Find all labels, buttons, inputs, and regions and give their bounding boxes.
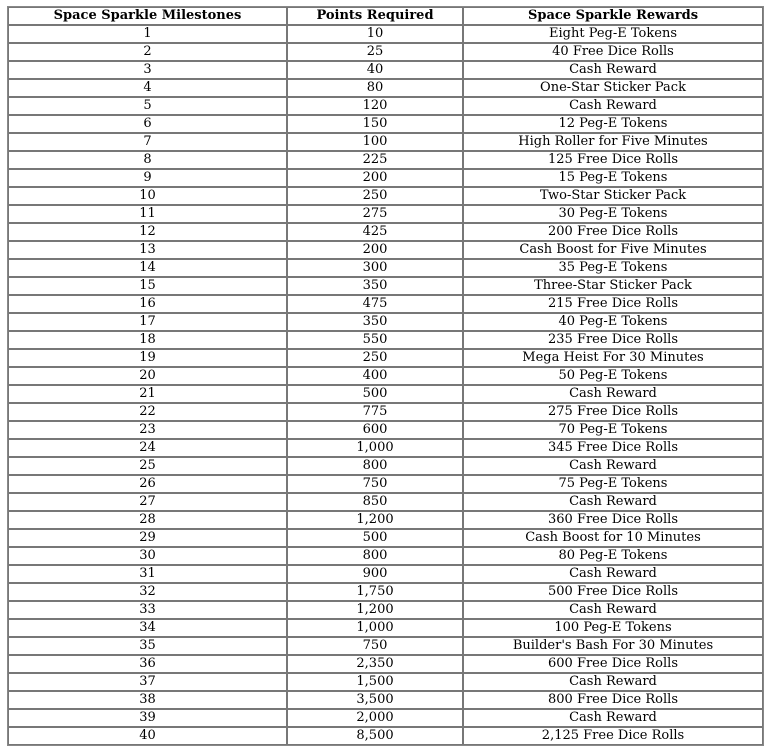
cell-points-required: 2,350 (287, 655, 463, 673)
cell-reward: 80 Peg-E Tokens (463, 547, 763, 565)
cell-milestone: 5 (8, 97, 287, 115)
table-row (8, 601, 763, 619)
cell-points-required: 550 (287, 331, 463, 349)
header-milestones: Space Sparkle Milestones (8, 7, 287, 25)
table-row (8, 349, 763, 367)
cell-milestone: 13 (8, 241, 287, 259)
cell-points-required: 350 (287, 313, 463, 331)
cell-reward: Cash Reward (463, 385, 763, 403)
cell-reward: Cash Reward (463, 97, 763, 115)
cell-points-required: 900 (287, 565, 463, 583)
cell-milestone: 4 (8, 79, 287, 97)
cell-reward: 2,125 Free Dice Rolls (463, 727, 763, 745)
cell-reward: One-Star Sticker Pack (463, 79, 763, 97)
cell-reward: Cash Reward (463, 493, 763, 511)
cell-reward: Three-Star Sticker Pack (463, 277, 763, 295)
cell-points-required: 1,500 (287, 673, 463, 691)
table-row (8, 79, 763, 97)
table-row (8, 205, 763, 223)
cell-reward: Mega Heist For 30 Minutes (463, 349, 763, 367)
table-row (8, 727, 763, 745)
cell-points-required: 750 (287, 637, 463, 655)
cell-reward: 800 Free Dice Rolls (463, 691, 763, 709)
cell-milestone: 8 (8, 151, 287, 169)
cell-milestone: 28 (8, 511, 287, 529)
table-row (8, 97, 763, 115)
cell-points-required: 2,000 (287, 709, 463, 727)
cell-reward: 600 Free Dice Rolls (463, 655, 763, 673)
table-row (8, 673, 763, 691)
cell-reward: 125 Free Dice Rolls (463, 151, 763, 169)
cell-milestone: 34 (8, 619, 287, 637)
cell-milestone: 12 (8, 223, 287, 241)
cell-milestone: 9 (8, 169, 287, 187)
table-row (8, 385, 763, 403)
cell-points-required: 100 (287, 133, 463, 151)
table-row (8, 583, 763, 601)
table-row (8, 259, 763, 277)
cell-points-required: 800 (287, 457, 463, 475)
cell-reward: Two-Star Sticker Pack (463, 187, 763, 205)
table-row (8, 115, 763, 133)
cell-milestone: 25 (8, 457, 287, 475)
cell-points-required: 10 (287, 25, 463, 43)
table-header-row (8, 7, 763, 25)
table-row (8, 151, 763, 169)
cell-milestone: 10 (8, 187, 287, 205)
cell-reward: 75 Peg-E Tokens (463, 475, 763, 493)
cell-points-required: 425 (287, 223, 463, 241)
table-row (8, 169, 763, 187)
table-row (8, 421, 763, 439)
cell-reward: 275 Free Dice Rolls (463, 403, 763, 421)
cell-reward: Cash Reward (463, 61, 763, 79)
cell-reward: 50 Peg-E Tokens (463, 367, 763, 385)
table-row (8, 133, 763, 151)
cell-points-required: 850 (287, 493, 463, 511)
table-row (8, 493, 763, 511)
table-row (8, 187, 763, 205)
cell-milestone: 32 (8, 583, 287, 601)
cell-milestone: 24 (8, 439, 287, 457)
cell-milestone: 3 (8, 61, 287, 79)
cell-points-required: 40 (287, 61, 463, 79)
table-row (8, 511, 763, 529)
cell-milestone: 11 (8, 205, 287, 223)
cell-reward: 15 Peg-E Tokens (463, 169, 763, 187)
cell-milestone: 15 (8, 277, 287, 295)
cell-points-required: 200 (287, 169, 463, 187)
table-row (8, 457, 763, 475)
cell-milestone: 1 (8, 25, 287, 43)
cell-reward: Cash Boost for Five Minutes (463, 241, 763, 259)
cell-points-required: 150 (287, 115, 463, 133)
cell-milestone: 6 (8, 115, 287, 133)
cell-points-required: 750 (287, 475, 463, 493)
cell-reward: 500 Free Dice Rolls (463, 583, 763, 601)
cell-reward: 70 Peg-E Tokens (463, 421, 763, 439)
cell-milestone: 37 (8, 673, 287, 691)
cell-reward: 200 Free Dice Rolls (463, 223, 763, 241)
cell-points-required: 300 (287, 259, 463, 277)
table-row (8, 25, 763, 43)
cell-points-required: 1,000 (287, 439, 463, 457)
cell-points-required: 120 (287, 97, 463, 115)
cell-points-required: 275 (287, 205, 463, 223)
table-row (8, 43, 763, 61)
cell-reward: 360 Free Dice Rolls (463, 511, 763, 529)
cell-points-required: 1,000 (287, 619, 463, 637)
milestones-table (7, 6, 764, 746)
cell-milestone: 14 (8, 259, 287, 277)
cell-milestone: 29 (8, 529, 287, 547)
table-row (8, 691, 763, 709)
cell-points-required: 475 (287, 295, 463, 313)
cell-milestone: 27 (8, 493, 287, 511)
cell-milestone: 2 (8, 43, 287, 61)
cell-milestone: 16 (8, 295, 287, 313)
table-body (8, 25, 763, 745)
cell-points-required: 500 (287, 529, 463, 547)
cell-points-required: 775 (287, 403, 463, 421)
cell-points-required: 225 (287, 151, 463, 169)
table-row (8, 475, 763, 493)
cell-reward: 30 Peg-E Tokens (463, 205, 763, 223)
cell-points-required: 250 (287, 349, 463, 367)
cell-milestone: 17 (8, 313, 287, 331)
table-row (8, 295, 763, 313)
table-row (8, 61, 763, 79)
table-row (8, 403, 763, 421)
cell-milestone: 40 (8, 727, 287, 745)
cell-points-required: 200 (287, 241, 463, 259)
cell-reward: 12 Peg-E Tokens (463, 115, 763, 133)
table-row (8, 331, 763, 349)
table-row (8, 637, 763, 655)
table-row (8, 367, 763, 385)
table-row (8, 619, 763, 637)
cell-reward: Builder's Bash For 30 Minutes (463, 637, 763, 655)
cell-points-required: 1,200 (287, 601, 463, 619)
table-row (8, 655, 763, 673)
cell-points-required: 8,500 (287, 727, 463, 745)
cell-points-required: 500 (287, 385, 463, 403)
cell-points-required: 350 (287, 277, 463, 295)
table-row (8, 277, 763, 295)
table-row (8, 241, 763, 259)
cell-milestone: 30 (8, 547, 287, 565)
cell-milestone: 26 (8, 475, 287, 493)
table-row (8, 439, 763, 457)
cell-points-required: 600 (287, 421, 463, 439)
cell-reward: 345 Free Dice Rolls (463, 439, 763, 457)
table-row (8, 565, 763, 583)
cell-reward: Cash Reward (463, 565, 763, 583)
cell-reward: 100 Peg-E Tokens (463, 619, 763, 637)
cell-milestone: 36 (8, 655, 287, 673)
cell-points-required: 1,200 (287, 511, 463, 529)
cell-milestone: 20 (8, 367, 287, 385)
cell-milestone: 7 (8, 133, 287, 151)
cell-points-required: 800 (287, 547, 463, 565)
cell-reward: 215 Free Dice Rolls (463, 295, 763, 313)
cell-points-required: 1,750 (287, 583, 463, 601)
cell-reward: High Roller for Five Minutes (463, 133, 763, 151)
table-row (8, 223, 763, 241)
cell-points-required: 250 (287, 187, 463, 205)
cell-milestone: 31 (8, 565, 287, 583)
cell-reward: 40 Free Dice Rolls (463, 43, 763, 61)
cell-milestone: 19 (8, 349, 287, 367)
cell-points-required: 3,500 (287, 691, 463, 709)
cell-reward: Cash Reward (463, 709, 763, 727)
table-row (8, 709, 763, 727)
cell-reward: Cash Boost for 10 Minutes (463, 529, 763, 547)
cell-points-required: 80 (287, 79, 463, 97)
cell-milestone: 21 (8, 385, 287, 403)
cell-reward: 40 Peg-E Tokens (463, 313, 763, 331)
cell-reward: Cash Reward (463, 601, 763, 619)
cell-reward: 35 Peg-E Tokens (463, 259, 763, 277)
cell-milestone: 38 (8, 691, 287, 709)
cell-points-required: 400 (287, 367, 463, 385)
table-row (8, 529, 763, 547)
header-rewards: Space Sparkle Rewards (463, 7, 763, 25)
cell-reward: Cash Reward (463, 673, 763, 691)
cell-reward: Cash Reward (463, 457, 763, 475)
cell-milestone: 22 (8, 403, 287, 421)
cell-reward: 235 Free Dice Rolls (463, 331, 763, 349)
cell-milestone: 18 (8, 331, 287, 349)
cell-milestone: 35 (8, 637, 287, 655)
table-row (8, 313, 763, 331)
cell-points-required: 25 (287, 43, 463, 61)
table-row (8, 547, 763, 565)
cell-milestone: 33 (8, 601, 287, 619)
cell-reward: Eight Peg-E Tokens (463, 25, 763, 43)
milestones-table-container (7, 6, 764, 746)
header-points-required: Points Required (287, 7, 463, 25)
cell-milestone: 39 (8, 709, 287, 727)
cell-milestone: 23 (8, 421, 287, 439)
